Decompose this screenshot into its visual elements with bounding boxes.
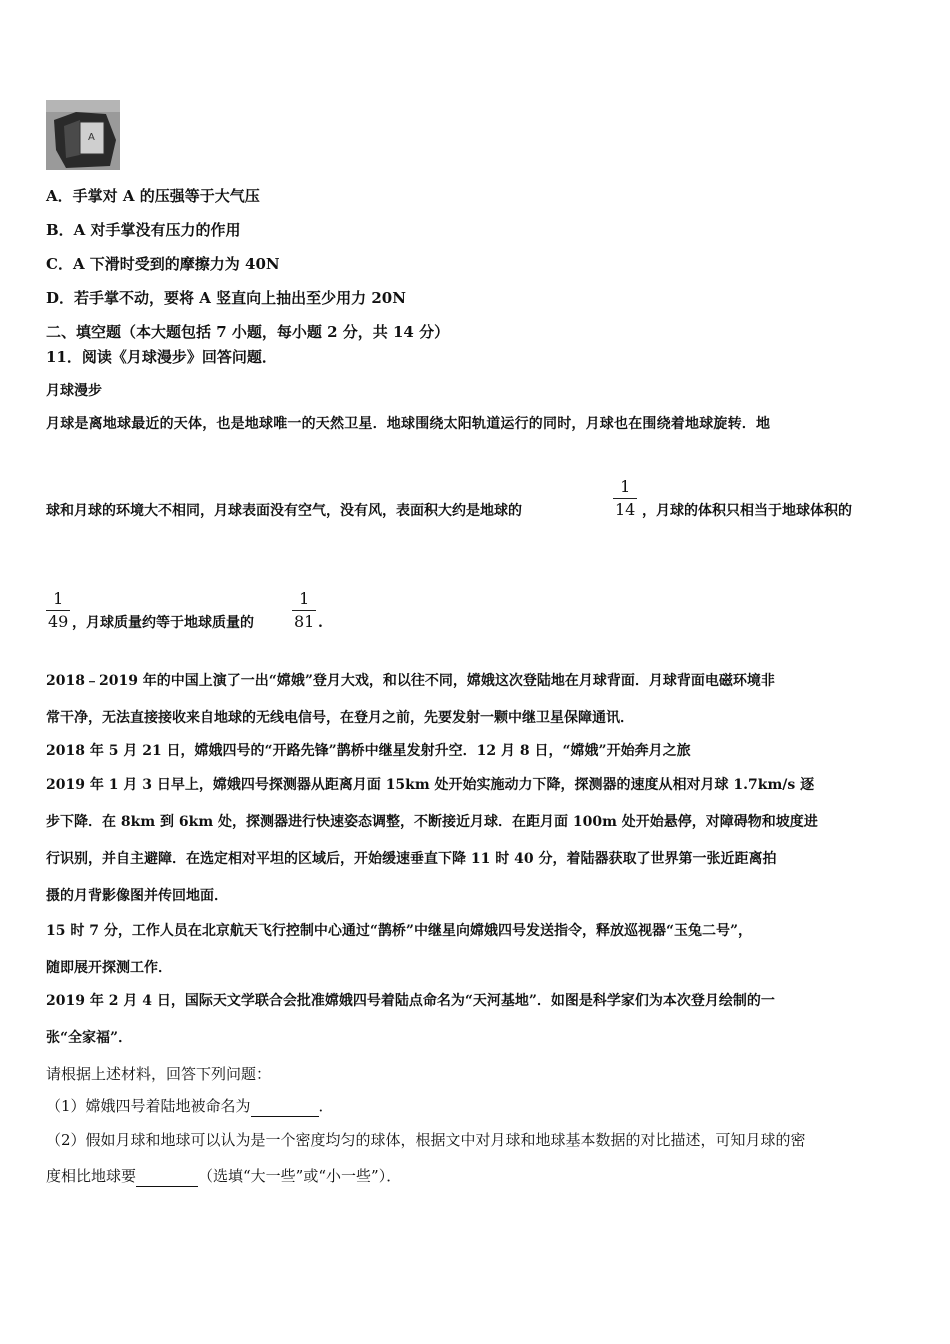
fraction-denominator: 81: [294, 612, 315, 631]
paragraph-3-end: .: [318, 615, 323, 631]
option-b: B．A 对手掌没有压力的作用: [46, 221, 241, 239]
paragraph-7b: 随即展开探测工作．: [46, 960, 172, 976]
option-d: D．若手掌不动，要将 A 竖直向上抽出至少用力 20N: [46, 289, 406, 307]
question-2-text: 度相比地球要: [46, 1167, 137, 1185]
fraction-numerator: 1: [620, 477, 631, 496]
fraction-numerator: 1: [299, 589, 310, 608]
paragraph-6c: 行识别，并自主避障．在选定相对平坦的区域后，开始缓速垂直下降 11 时 40 分，着陆器获取了世界第一张近距离拍: [46, 851, 777, 867]
paragraph-1: 月球是离地球最近的天体，也是地球唯一的天然卫星．地球围绕太阳轨道运行的同时，月球也在围绕着地球旋转．地: [46, 416, 771, 432]
question-1: [46, 1096, 334, 1117]
answer-prompt: 请根据上述材料，回答下列问题：: [46, 1065, 272, 1083]
option-a: A．手掌对 A 的压强等于大气压: [46, 187, 260, 205]
paragraph-7a: 15 时 7 分，工作人员在北京航天飞行控制中心通过“鹊桥”中继星向嫦娥四号发送指令，释放巡视器“玉兔二号”，: [46, 923, 753, 939]
paragraph-3: ，月球质量约等于地球质量的: [72, 615, 254, 631]
paragraph-6a: 2019 年 1 月 3 日早上，嫦娥四号探测器从距离月面 15km 处开始实施动力下降，探测器的速度从相对月球 1.7km/s 逐: [46, 777, 815, 793]
paragraph-6b: 步下降．在 8km 到 6km 处，探测器进行快速姿态调整，不断接近月球．在距月面 100m 处开始悬停，对障碍物和坡度进: [46, 814, 818, 830]
article-title: 月球漫步: [46, 383, 102, 399]
fraction-1-81: [292, 590, 316, 631]
question-2-options: （选填“大一些”或“小一些”）．: [198, 1167, 402, 1185]
question-1-text: （1）嫦娥四号着陆地被命名为: [46, 1097, 251, 1115]
paragraph-2-start: 球和月球的环境大不相同，月球表面没有空气，没有风，表面积大约是地球的: [46, 503, 522, 519]
fraction-denominator: 49: [48, 612, 69, 631]
paragraph-8a: 2019 年 2 月 4 日，国际天文学联合会批准嫦娥四号着陆点命名为“天河基地”．如图是科学家们为本次登月绘制的一: [46, 993, 775, 1009]
paragraph-4a: 2018﹣2019 年的中国上演了一出“嫦娥”登月大戏，和以往不同，嫦娥这次登陆地在月球背面．月球背面电磁环境非: [46, 673, 775, 689]
fraction-denominator: 14: [615, 500, 636, 519]
question-2a: （2）假如月球和地球可以认为是一个密度均匀的球体，根据文中对月球和地球基本数据的对比描述，可知月球的密: [46, 1131, 806, 1149]
option-c: C．A 下滑时受到的摩擦力为 40N: [46, 255, 280, 273]
block-label: A: [88, 132, 95, 143]
answer-blank-1[interactable]: [251, 1096, 319, 1117]
paragraph-4b: 常干净，无法直接接收来自地球的无线电信号，在登月之前，先要发射一颗中继卫星保障通讯．: [46, 710, 634, 726]
question-photo: [46, 100, 120, 170]
section-heading: 二、填空题（本大题包括 7 小题，每小题 2 分，共 14 分）: [46, 323, 450, 341]
paragraph-5: 2018 年 5 月 21 日，嫦娥四号的“开路先锋”鹊桥中继星发射升空．12 月 8 日，“嫦娥”开始奔月之旅: [46, 743, 691, 759]
paragraph-6d: 摄的月背影像图并传回地面．: [46, 888, 228, 904]
fraction-1-14: [613, 478, 637, 519]
paragraph-8b: 张“全家福”．: [46, 1030, 133, 1046]
answer-blank-2[interactable]: [136, 1166, 198, 1187]
paragraph-2-end: ，月球的体积只相当于地球体积的: [642, 503, 852, 519]
fraction-numerator: 1: [53, 589, 64, 608]
question-title: 11．阅读《月球漫步》回答问题．: [46, 348, 277, 366]
fraction-1-49: [46, 590, 70, 631]
question-2b: [46, 1166, 401, 1187]
question-1-end: ．: [318, 1097, 334, 1115]
